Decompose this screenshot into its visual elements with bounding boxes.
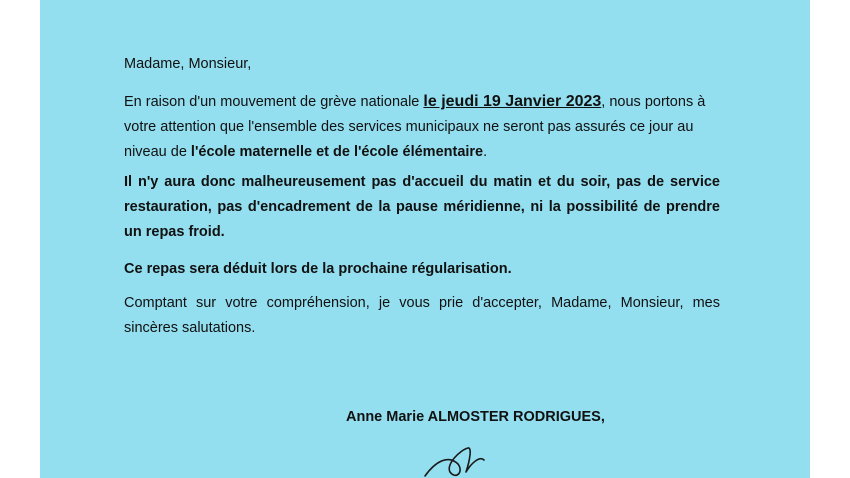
p1-text-start: En raison d'un mouvement de grève nationale bbox=[124, 94, 424, 110]
paragraph-closing: Comptant sur votre compréhension, je vous prie d'accepter, Madame, Monsieur, mes sincères salutations. bbox=[124, 295, 720, 336]
cropped-heading bbox=[136, 0, 706, 5]
schools-affected: l'école maternelle et de l'école élémentaire bbox=[190, 144, 484, 160]
paragraph-meal-deduction: Ce repas sera déduit lors de la prochaine régularisation. bbox=[124, 261, 512, 277]
paragraph-strike-notice bbox=[124, 89, 720, 165]
salutation: Madame, Monsieur, bbox=[124, 56, 252, 72]
letter-page bbox=[40, 0, 810, 478]
signer-name: Anne Marie ALMOSTER RODRIGUES, bbox=[346, 409, 605, 425]
p1-text-end: . bbox=[483, 144, 488, 160]
p1-text-middle: , nous portons à votre attention que l'ensemble des services municipaux ne seront pas assurés ce jour au niveau de bbox=[124, 94, 706, 160]
handwritten-signature bbox=[420, 442, 520, 478]
strike-date: le jeudi 19 Janvier 2023 bbox=[423, 93, 602, 110]
paragraph-services-cancelled: Il n'y aura donc malheureusement pas d'accueil du matin et du soir, pas de service restauration, pas d'encadrement de la pause méridienne, ni la possibilité de prendre un repas froid. bbox=[124, 174, 720, 240]
